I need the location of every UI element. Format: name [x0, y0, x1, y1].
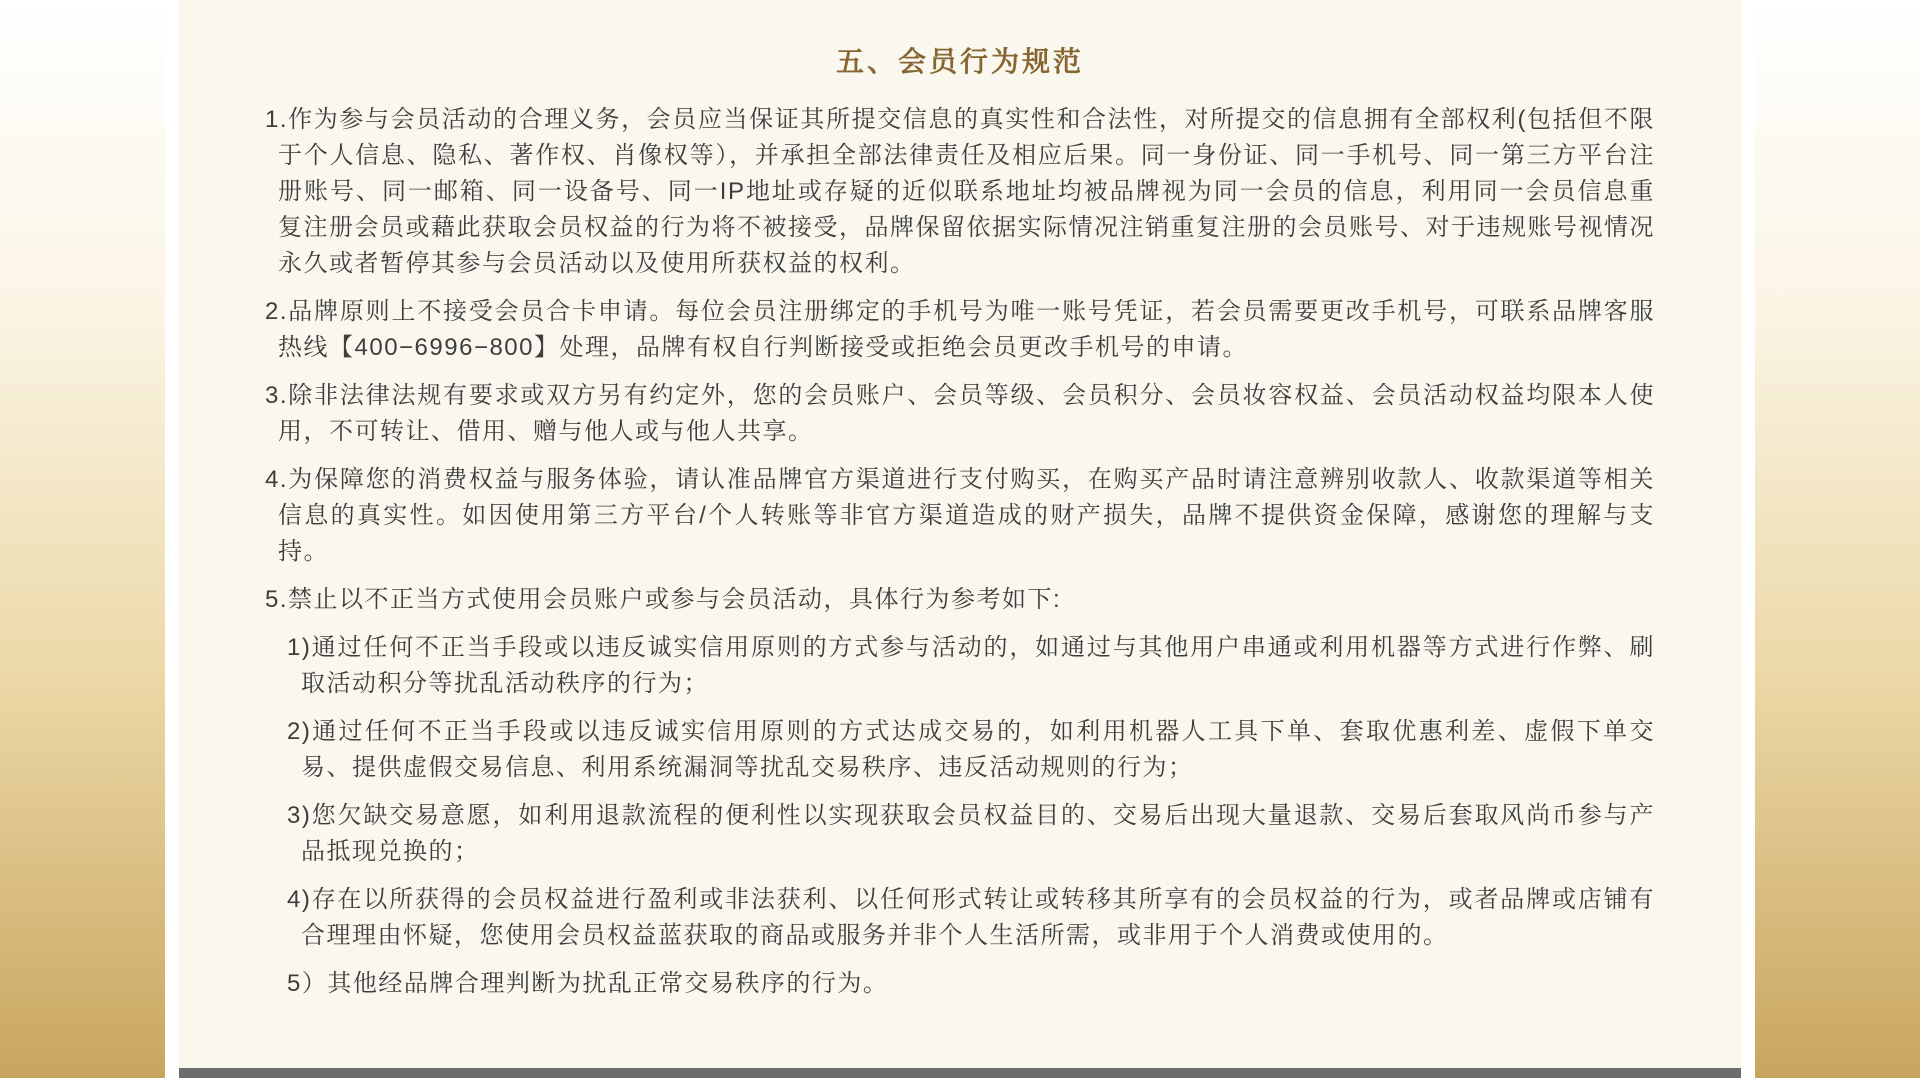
rules-content: [265, 102, 1655, 1002]
subrule-3: 3)您欠缺交易意愿，如利用退款流程的便利性以实现获取会员权益目的、交易后出现大量退款、交易后套取风尚币参与产品抵现兑换的；: [287, 802, 1655, 865]
content-panel: [165, 0, 1755, 1078]
next-section-divider: [179, 1068, 1741, 1078]
rule-paragraph-5: 5.禁止以不正当方式使用会员账户或参与会员活动，具体行为参考如下:: [265, 586, 1062, 613]
subrule-2: 2)通过任何不正当手段或以违反诚实信用原则的方式达成交易的，如利用机器人工具下单、套取优惠利差、虚假下单交易、提供虚假交易信息、利用系统漏洞等扰乱交易秩序、违反活动规则的行为；: [287, 718, 1655, 781]
rule-paragraph-3: 3.除非法律法规有要求或双方另有约定外，您的会员账户、会员等级、会员积分、会员妆容权益、会员活动权益均限本人使用，不可转让、借用、赠与他人或与他人共享。: [265, 382, 1655, 445]
subrule-1: 1)通过任何不正当手段或以违反诚实信用原则的方式参与活动的，如通过与其他用户串通或利用机器等方式进行作弊、刷取活动积分等扰乱活动秩序的行为；: [287, 634, 1655, 697]
subrule-4: 4)存在以所获得的会员权益进行盈利或非法获利、以任何形式转让或转移其所享有的会员权益的行为，或者品牌或店铺有合理理由怀疑，您使用会员权益蓝获取的商品或服务并非个人生活所需，或非用于个人消费或使用的。: [287, 886, 1655, 949]
rule-paragraph-1: 1.作为参与会员活动的合理义务，会员应当保证其所提交信息的真实性和合法性，对所提交的信息拥有全部权利(包括但不限于个人信息、隐私、著作权、肖像权等），并承担全部法律责任及相应后果。同一身份证、同一手机号、同一第三方平台注册账号、同一邮箱、同一设备号、同一IP地址或存疑的近似联系地址均被品牌视为同一会员的信息，利用同一会员信息重复注册会员或藉此获取会员权益的行为将不被接受，品牌保留依据实际情况注销重复注册的会员账号、对于违规账号视情况永久或者暂停其参与会员活动以及使用所获权益的权利。: [265, 106, 1655, 277]
subrule-5: 5）其他经品牌合理判断为扰乱正常交易秩序的行为。: [287, 970, 889, 997]
rule-5-subitems: [287, 630, 1655, 1002]
rule-paragraph-4: 4.为保障您的消费权益与服务体验，请认准品牌官方渠道进行支付购买，在购买产品时请注意辨别收款人、收款渠道等相关信息的真实性。如因使用第三方平台/个人转账等非官方渠道造成的财产损失，品牌不提供资金保障，感谢您的理解与支持。: [265, 466, 1655, 565]
rule-paragraph-2: 2.品牌原则上不接受会员合卡申请。每位会员注册绑定的手机号为唯一账号凭证，若会员需要更改手机号，可联系品牌客服热线【400−6996−800】处理，品牌有权自行判断接受或拒绝会员更改手机号的申请。: [265, 298, 1655, 361]
section-title: 五、会员行为规范: [835, 46, 1084, 77]
